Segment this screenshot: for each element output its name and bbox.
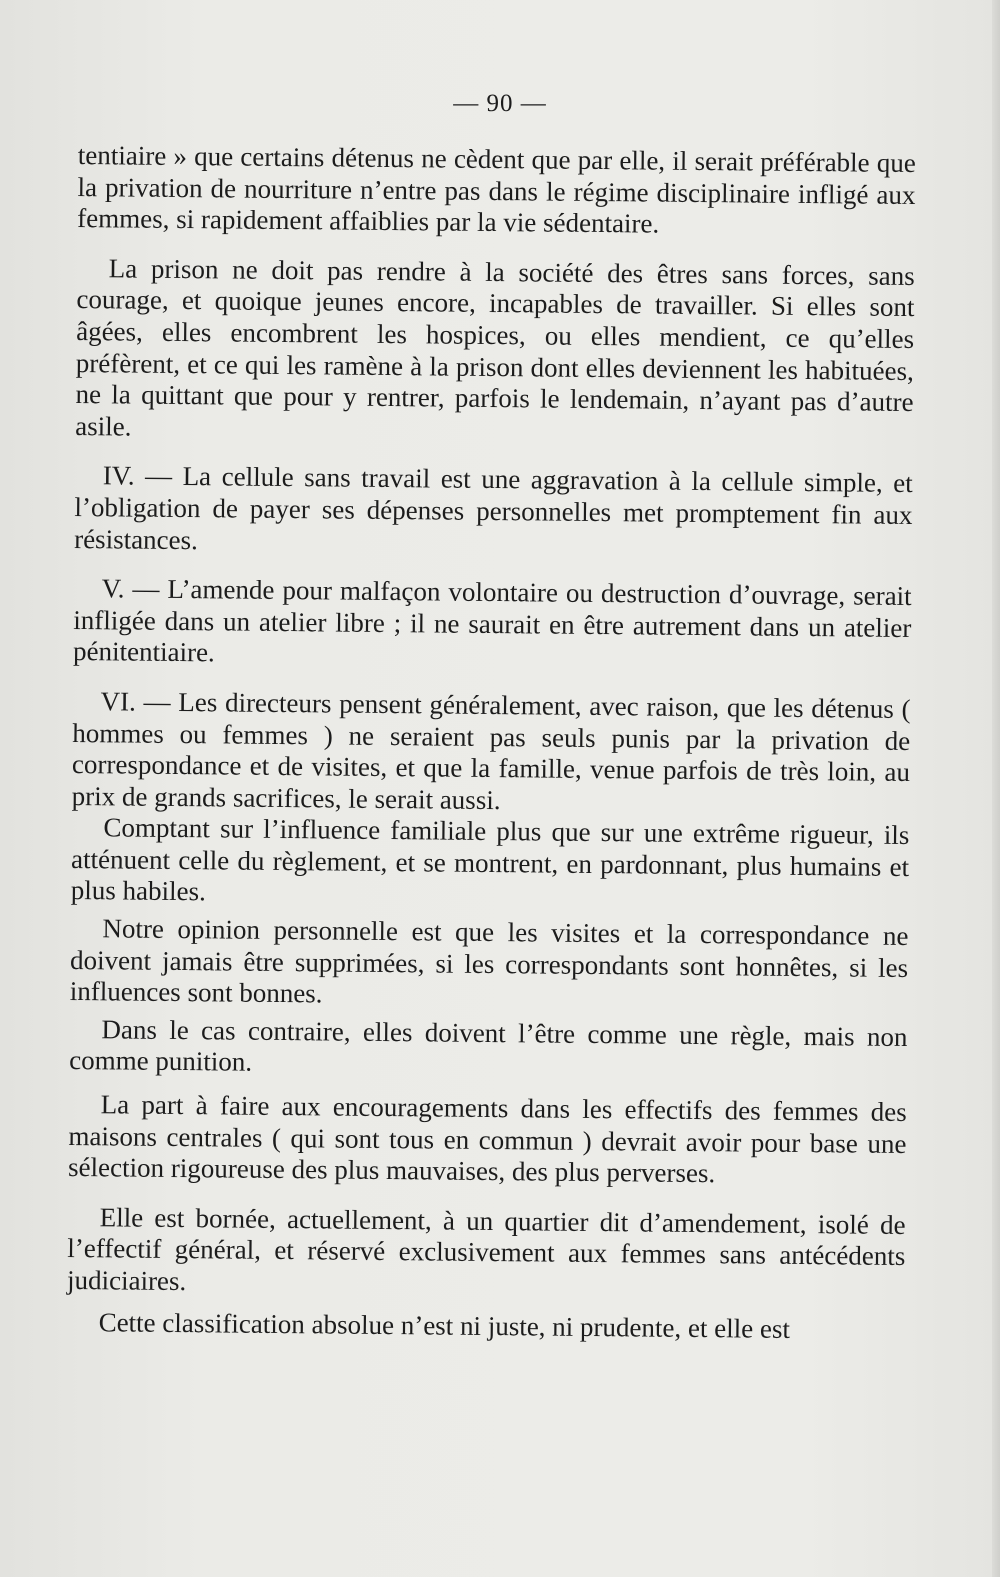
paragraph: La prison ne doit pas rendre à la société des êtres sans forces, sans courage, et quoique jeunes encore, incapables de travailler. Si elles sont âgées, elles encombrent les hospices, ou elles mendient, ce qu’elles préfèrent, et ce qui les ramène à la prison dont elles deviennent les habituées, ne la quittant que pour y rentrer, parfois le lendemain, n’ayant pas d’autre asile. (75, 253, 915, 442)
paragraph: V. — L’amende pour malfaçon volontaire ou destruction d’ouvrage, serait infligée dans un atelier libre ; il ne saurait en être autrement dans un atelier pénitentiaire. (72, 573, 912, 668)
paragraph: tentiaire » que certains détenus ne cèdent que par elle, il serait préférable que la privation de nourriture n’entre pas dans le régime disciplinaire infligé aux femmes, si rapidement affaiblies par la vie sédentaire. (77, 140, 916, 239)
paragraph: Elle est bornée, actuellement, à un quartier dit d’amendement, isolé de l’effectif général, et réservé exclusivement aux femmes sans antécédents judiciaires. (66, 1202, 906, 1297)
paragraph: IV. — La cellule sans travail est une aggravation à la cellule simple, et l’obligation de payer ses dépenses personnelles met promptement fin aux résistances. (74, 460, 913, 555)
paragraph: La part à faire aux encouragements dans les effectifs des femmes des maisons centrales ( qui sont tous en commun ) devrait avoir pour base une sélection rigoureuse des plus mauvaises, des plus perverses. (67, 1089, 907, 1189)
paragraph: Cette classification absolue n’est ni juste, ni prudente, et elle est (98, 1306, 791, 1344)
page-number: — 90 — (453, 90, 547, 117)
page-edge (992, 0, 1000, 1577)
paragraph: Dans le cas contraire, elles doivent l’être comme une règle, mais non comme punition. (69, 1014, 908, 1078)
paragraph: Notre opinion personnelle est que les visites et la correspondance ne doivent jamais être supprimées, si les correspondants sont honnêtes, si les influences sont bonnes. (69, 913, 909, 1009)
body-text (66, 140, 916, 1364)
paragraph: VI. — Les directeurs pensent généralement, avec raison, que les détenus ( hommes ou femmes ) ne seraient pas seuls punis par la privation de correspondance et de visites, et que la famille, venue parfois de très loin, au prix de grands sacrifices, le serait aussi. (71, 686, 911, 815)
paragraph: Comptant sur l’influence familiale plus que sur une extrême rigueur, ils atténuent celle du règlement, et se montrent, en pardonnant, plus humains et plus habiles. (70, 812, 910, 907)
